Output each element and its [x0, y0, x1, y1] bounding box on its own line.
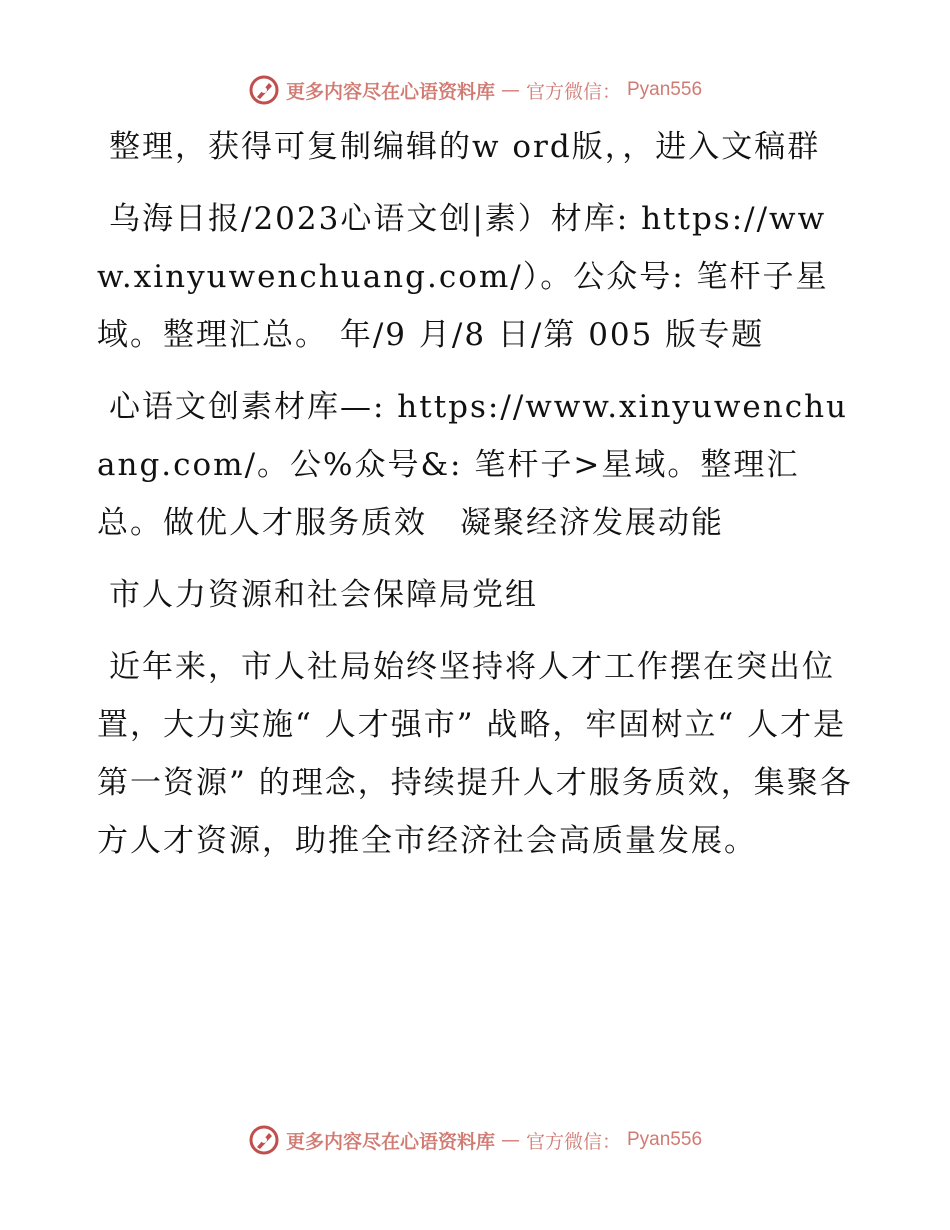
- watermark-main-text: 更多内容尽在心语资料库: [285, 80, 495, 103]
- pen-logo-icon: [248, 1124, 280, 1156]
- footer-watermark: [0, 1120, 950, 1160]
- header-watermark: [0, 70, 950, 110]
- watermark-wechat-id: Pyan556: [627, 79, 703, 100]
- watermark-wechat-id: Pyan556: [627, 1129, 703, 1150]
- watermark-dash: —: [500, 1129, 520, 1151]
- watermark-main-text: 更多内容尽在心语资料库: [285, 1130, 495, 1153]
- watermark-wechat-label: 官方微信：: [525, 80, 621, 103]
- watermark-dash: —: [500, 79, 520, 101]
- paragraph-title: 心语文创素材库—: https://www.xinyuwenchuang.com/。公%众号&: 笔杆子>星域。整理汇总。做优人才服务质效 凝聚经济发展动能: [97, 389, 849, 541]
- paragraph-intro: 整理，获得可复制编辑的w ord版，，进入文稿群: [109, 129, 821, 165]
- paragraph-body: 近年来，市人社局始终坚持将人才工作摆在突出位置，大力实施“ 人才强市” 战略，牢固树立“ 人才是第一资源” 的理念，持续提升人才服务质效，集聚各方人才资源，助推全市经济社会高质量发展。: [97, 649, 853, 859]
- document-body: [97, 118, 857, 884]
- paragraph-author: 市人力资源和社会保障局党组: [109, 577, 538, 613]
- pen-logo-icon: [248, 74, 280, 106]
- paragraph-source: 乌海日报/2023心语文创|素）材库: https://www.xinyuwenchuang.com/）。公众号: 笔杆子星域。整理汇总。 年/9 月/8 日/第 005 版专题: [97, 201, 829, 353]
- watermark-wechat-label: 官方微信：: [525, 1130, 621, 1153]
